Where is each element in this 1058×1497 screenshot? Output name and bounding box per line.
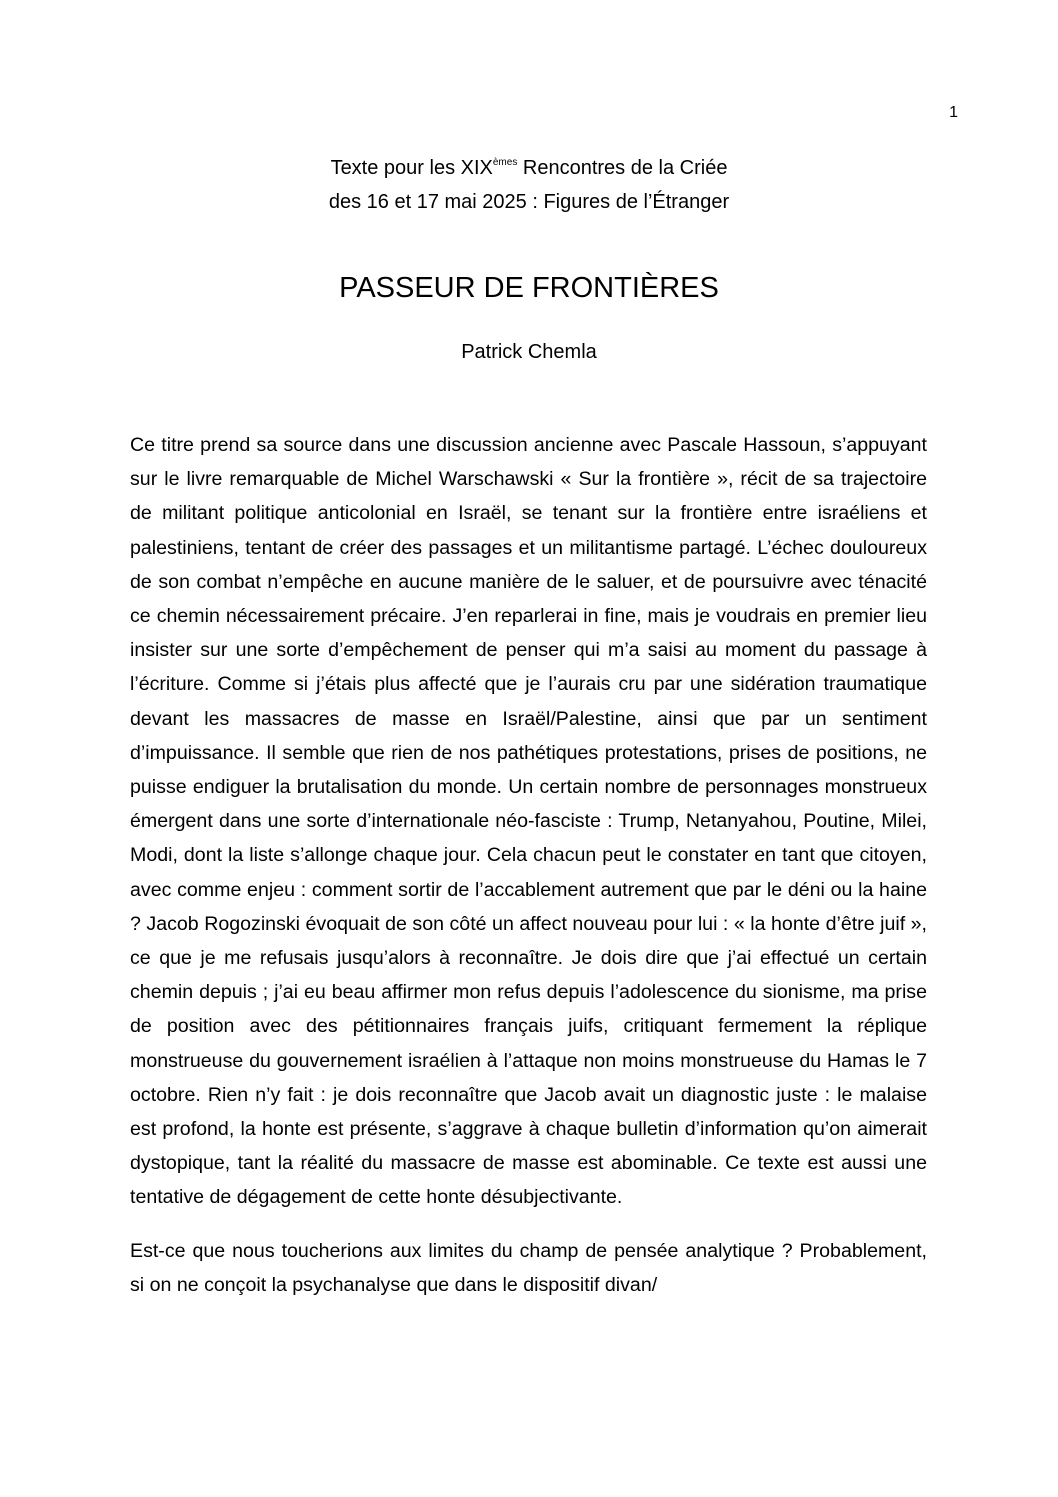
body-paragraph: Est-ce que nous toucherions aux limites du champ de pensée analytique ? Probablement, si on ne conçoit la psychanalyse que dans le dispositif divan/ (130, 1239, 927, 1296)
page-number: 1 (949, 104, 958, 121)
header-line-2: des 16 et 17 mai 2025 : Figures de l’Étranger (328, 191, 730, 213)
document-body (130, 428, 927, 1321)
header-line-1 (130, 151, 928, 185)
document-header (130, 151, 928, 219)
header-line-1-superscript: èmes (492, 157, 518, 168)
document-title: PASSEUR DE FRONTIÈRES (339, 272, 719, 304)
header-line-1-suffix: Rencontres de la Criée (517, 157, 728, 179)
body-paragraph: Ce titre prend sa source dans une discussion ancienne avec Pascale Hassoun, s’appuyant sur le livre remarquable de Michel Warschawski « Sur la frontière », récit de sa trajectoire de militant politique anticolonial en Israël, se tenant sur la frontière entre israéliens et palestiniens, tentant de créer des passages et un militantisme partagé. L’échec douloureux de son combat n’empêche en aucune manière de le saluer, et de poursuivre avec ténacité ce chemin nécessairement précaire. J’en reparlerai in fine, mais je voudrais en premier lieu insister sur une sorte d’empêchement de penser qui m’a saisi au moment du passage à l’écriture. Comme si j’étais plus affecté que je l’aurais cru par une sidération traumatique devant les massacres de masse en Israël/Palestine, ainsi que par un sentiment d’impuissance. Il semble que rien de nos pathétiques protestations, prises de positions, ne puisse endiguer la brutalisation du monde. Un certain nombre de personnages monstrueux émergent dans une sorte d’internationale néo-fasciste : Trump, Netanyahou, Poutine, Milei, Modi, dont la liste s’allonge chaque jour. Cela chacun peut le constater en tant que citoyen, avec comme enjeu : comment sortir de l’accablement autrement que par le déni ou la haine ? Jacob Rogozinski évoquait de son côté un affect nouveau pour lui : « la honte d’être juif », ce que je me refusais jusqu’alors à reconnaître. Je dois dire que j’ai effectué un certain chemin depuis ; j’ai eu beau affirmer mon refus depuis l’adolescence du sionisme, ma prise de position avec des pétitionnaires français juifs, critiquant fermement la réplique monstrueuse du gouvernement israélien à l’attaque non moins monstrueuse du Hamas le 7 octobre. Rien n’y fait : je dois reconnaître que Jacob avait un diagnostic juste : le malaise est profond, la honte est présente, s’aggrave à chaque bulletin d’information qu’on aimerait dystopique, tant la réalité du massacre de masse est abominable. Ce texte est aussi une tentative de dégagement de cette honte désubjectivante. (130, 434, 927, 1209)
header-line-1-prefix: Texte pour les XIX (330, 157, 493, 179)
document-author: Patrick Chemla (461, 341, 597, 363)
